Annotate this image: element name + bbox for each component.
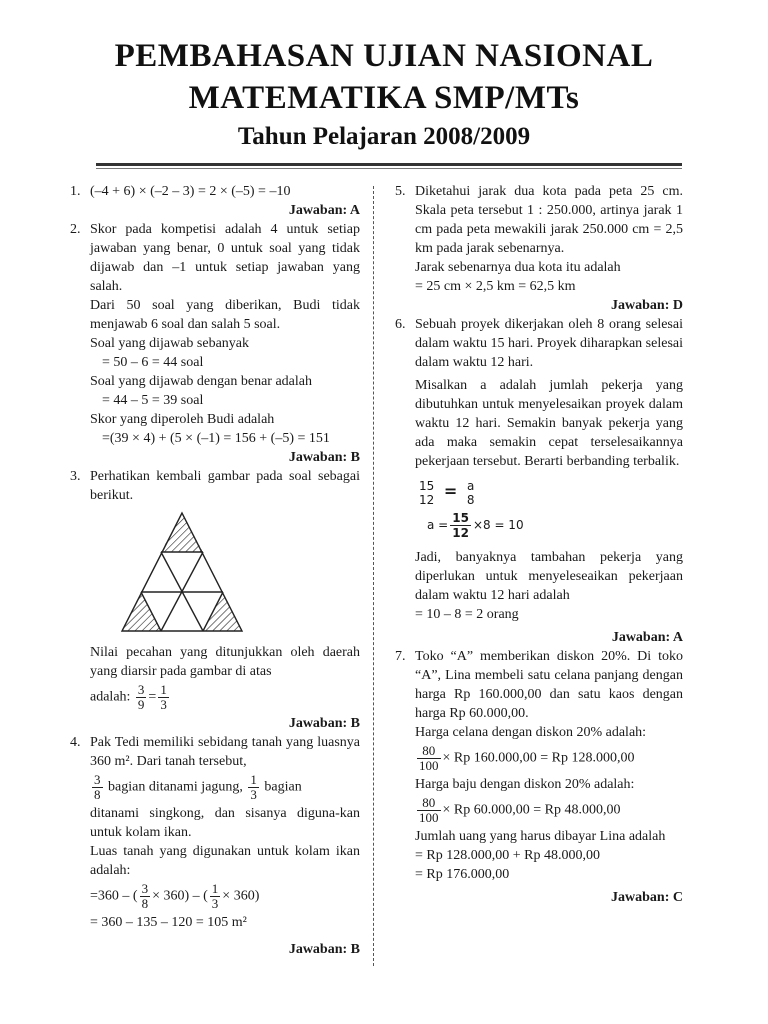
question-number: 7. <box>395 649 406 664</box>
q7-step-label: Harga celana dengan diskon 20% adalah: <box>415 725 647 740</box>
title-line-2: MATEMATIKA SMP/MTs <box>188 80 580 116</box>
q7-sum: = Rp 128.000,00 + Rp 48.000,00 <box>415 848 600 863</box>
question-7 <box>395 647 683 907</box>
q6-variable: a = <box>427 518 449 532</box>
q1-answer: Jawaban: A <box>288 203 360 218</box>
numerator: 80 <box>417 796 441 811</box>
q2-step-label: Soal yang dijawab sebanyak <box>90 336 250 351</box>
fraction <box>140 882 151 911</box>
question-1 <box>70 182 360 220</box>
numerator: 1 <box>160 682 167 697</box>
q2-step-value: =(39 × 4) + (5 × (–1) = 156 + (–5) = 151 <box>102 431 330 446</box>
q2-step-value: = 50 – 6 = 44 soal <box>102 355 204 370</box>
fraction <box>417 744 441 773</box>
q6-answer: Jawaban: A <box>611 630 683 645</box>
q6-solution <box>415 511 683 540</box>
question-number: 6. <box>395 317 406 332</box>
fraction <box>210 882 221 911</box>
denominator: 100 <box>419 810 439 825</box>
q4-calculation <box>90 882 360 911</box>
shaded-top-triangle <box>161 513 203 552</box>
numerator: 3 <box>141 881 149 896</box>
question-number: 4. <box>70 735 81 750</box>
header-rule <box>96 163 682 166</box>
q7-question: Jumlah uang yang harus dibayar Lina adalah <box>415 829 666 844</box>
q7-calc-pants <box>415 744 683 773</box>
q7-result: = Rp 176.000,00 <box>415 867 510 882</box>
numerator: 3 <box>94 772 101 787</box>
title-line-1: PEMBAHASAN UJIAN NASIONAL <box>114 38 654 74</box>
question-5 <box>395 182 683 315</box>
q3-fraction-line <box>90 683 360 712</box>
q2-given: Dari 50 soal yang diberikan, Budi tidak menjawab 6 soal dan salah 5 soal. <box>90 298 360 332</box>
numerator: 1 <box>211 881 219 896</box>
q2-answer: Jawaban: B <box>288 450 360 465</box>
q4-fraction-line <box>90 773 360 802</box>
numerator: 15 <box>419 479 435 493</box>
q2-step-value: = 44 – 5 = 39 soal <box>102 393 204 408</box>
question-number: 5. <box>395 184 406 199</box>
right-column <box>395 182 683 907</box>
q3-answer: Jawaban: B <box>288 716 360 731</box>
q5-result: = 25 cm × 2,5 km = 62,5 km <box>415 279 576 294</box>
q4-calc-part: =360 – ( <box>90 888 138 904</box>
q2-intro: Skor pada kompetisi adalah 4 untuk setiap jawaban yang benar, 0 untuk soal yang tidak dijawab dan –1 untuk setiap jawaban yang salah. <box>90 222 360 294</box>
q1-solution: (–4 + 6) × (–2 – 3) = 2 × (–5) = –10 <box>90 184 291 199</box>
fraction <box>92 773 103 802</box>
equals-dash: = <box>438 481 463 501</box>
equals-sign: = <box>148 689 157 705</box>
fraction <box>450 511 471 540</box>
q4-calc-part: × 360) – ( <box>152 888 208 904</box>
q5-intro: Diketahui jarak dua kota pada peta 25 cm. Skala peta tersebut 1 : 250.000, artinya jarak 1 cm pada peta mewakili jarak 250.000 cm = 2,5 km pada jarak sebenarnya. <box>415 184 683 256</box>
numerator: 15 <box>452 511 469 525</box>
denominator: 3 <box>211 896 219 911</box>
q7-calc-shirt <box>415 796 683 825</box>
shaded-left-triangle <box>122 592 161 631</box>
denominator: 100 <box>419 758 439 773</box>
column-divider <box>373 186 374 966</box>
numerator: 1 <box>250 772 257 787</box>
q4-calc-part: × 360) <box>222 888 260 904</box>
q7-answer: Jawaban: C <box>611 890 683 905</box>
fraction <box>136 683 147 712</box>
title-year: Tahun Pelajaran 2008/2009 <box>237 123 531 150</box>
denominator: 12 <box>452 526 469 540</box>
q6-proportion <box>415 479 683 507</box>
denominator: 9 <box>137 697 145 712</box>
question-4 <box>70 733 360 959</box>
q4-result: = 360 – 135 – 120 = 105 m² <box>90 915 247 930</box>
triangle-diagram <box>120 511 244 633</box>
q6-explanation: Misalkan a adalah jumlah pekerja yang dibutuhkan untuk menyelesaikan proyek dalam waktu 12 hari. Semakin banyak pekerja yang ada maka semakin cepat terselesaikannya pekerjaan tersebut. Berarti berbanding terbalik. <box>415 378 683 469</box>
denominator: 8 <box>466 493 475 507</box>
q2-step-label: Skor yang diperoleh Budi adalah <box>90 412 275 427</box>
q7-calc-text: × Rp 160.000,00 = Rp 128.000,00 <box>442 750 635 766</box>
left-column <box>70 182 360 959</box>
q7-calc-text: × Rp 60.000,00 = Rp 48.000,00 <box>442 802 621 818</box>
q3-label: adalah: <box>90 689 131 705</box>
q6-result: = 10 – 8 = 2 orang <box>415 607 519 622</box>
denominator: 3 <box>250 787 257 802</box>
q4-text: bagian ditanami jagung, <box>108 779 243 795</box>
q6-solution-rest: ×8 = 10 <box>472 518 524 532</box>
q4-question: Luas tanah yang digunakan untuk kolam ikan adalah: <box>90 844 360 878</box>
q4-text: bagian <box>264 779 302 795</box>
q2-step-label: Soal yang dijawab dengan benar adalah <box>90 374 312 389</box>
q5-answer: Jawaban: D <box>611 298 683 313</box>
question-number: 1. <box>70 184 81 199</box>
q7-step-label: Harga baju dengan diskon 20% adalah: <box>415 777 635 792</box>
fraction <box>417 479 436 507</box>
fraction <box>465 479 477 507</box>
numerator: a <box>466 479 475 493</box>
question-6 <box>395 315 683 647</box>
numerator: 80 <box>417 744 441 759</box>
q6-conclusion: Jadi, banyaknya tambahan pekerja yang diperlukan untuk menyeleseaikan pekerjaan dalam waktu 12 hari adalah <box>415 550 683 603</box>
numerator: 3 <box>137 682 145 697</box>
header-rule-thin <box>96 168 682 169</box>
denominator: 12 <box>419 493 435 507</box>
question-2 <box>70 220 360 467</box>
question-number: 2. <box>70 222 81 237</box>
denominator: 8 <box>141 896 149 911</box>
q6-intro: Sebuah proyek dikerjakan oleh 8 orang selesai dalam waktu 15 hari. Proyek diharapkan selesai dalam waktu 12 hari. <box>415 317 683 370</box>
question-number: 3. <box>70 469 81 484</box>
q5-step-label: Jarak sebenarnya dua kota itu adalah <box>415 260 621 275</box>
q4-continued: ditanami singkong, dan sisanya diguna-kan untuk kolam ikan. <box>90 806 360 840</box>
q3-intro: Perhatikan kembali gambar pada soal sebagai berikut. <box>90 469 360 503</box>
fraction <box>158 683 169 712</box>
fraction <box>248 773 259 802</box>
denominator: 3 <box>160 697 167 712</box>
q4-answer: Jawaban: B <box>288 942 360 957</box>
question-3 <box>70 467 360 733</box>
q3-question: Nilai pecahan yang ditunjukkan oleh daerah yang diarsir pada gambar di atas <box>90 645 360 679</box>
denominator: 8 <box>94 787 101 802</box>
fraction <box>417 796 441 825</box>
shaded-right-triangle <box>203 592 242 631</box>
triangle-figure <box>120 511 360 639</box>
q4-intro: Pak Tedi memiliki sebidang tanah yang luasnya 360 m². Dari tanah tersebut, <box>90 735 360 769</box>
q7-intro: Toko “A” memberikan diskon 20%. Di toko “A”, Lina membeli satu celana panjang dengan harga Rp 160.000,00 dan satu kaos dengan harga Rp 60.000,00. <box>415 649 683 721</box>
